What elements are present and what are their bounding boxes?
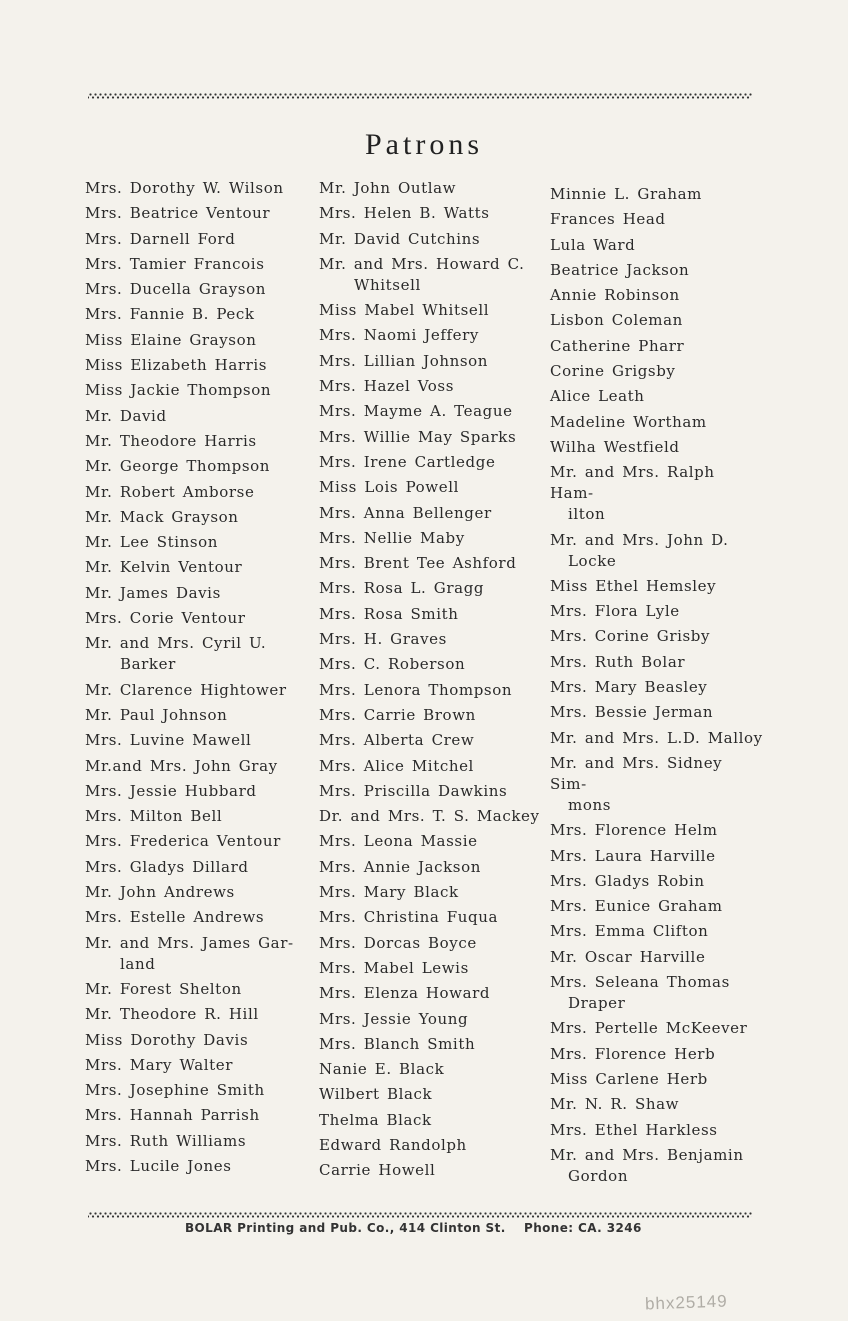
- patron-name: Mrs. Ethel Harkless: [550, 1120, 718, 1139]
- top-dotted-rule: [88, 93, 752, 99]
- patron-name: Miss Elizabeth Harris: [85, 356, 268, 375]
- patron-name: Mrs. Naomi Jeffery: [319, 326, 479, 345]
- patron-name: Mrs. Florence Herb: [550, 1044, 716, 1063]
- patron-name: Mrs. Brent Tee Ashford: [319, 554, 517, 573]
- patron-name: Catherine Pharr: [550, 336, 685, 355]
- patron-name: Mr. George Thompson: [85, 457, 271, 476]
- patron-name: Mr. Clarence Hightower: [85, 680, 287, 699]
- patron-name: Mrs. Leona Massie: [319, 832, 478, 851]
- patron-name: Mrs. Corine Grisby: [550, 627, 711, 646]
- patron-name: Annie Robinson: [550, 286, 680, 305]
- patron-name: Mrs. Frederica Ventour: [85, 832, 281, 851]
- patron-name: Mrs. Luvine Mawell: [85, 731, 252, 750]
- patron-name: Mrs. Beatrice Ventour: [85, 204, 271, 223]
- patron-name: Mr. N. R. Shaw: [550, 1095, 680, 1114]
- patron-name: Mr. Oscar Harville: [550, 947, 706, 966]
- patron-name: Mrs. Helen B. Watts: [319, 204, 490, 223]
- patron-name: Miss Elaine Grayson: [85, 330, 257, 349]
- patron-name: Mr. and Mrs. Howard C. Whitsell: [319, 254, 525, 294]
- patron-name: Mrs. Hannah Parrish: [85, 1106, 260, 1125]
- patron-name: Miss Jackie Thompson: [85, 381, 272, 400]
- patron-name: Mr. Forest Shelton: [85, 979, 242, 998]
- patron-name: Mr. and Mrs. Sidney Sim- mons: [550, 753, 723, 814]
- patron-name: Mr. and Mrs. Benjamin Gordon: [550, 1145, 744, 1185]
- patron-name: Carrie Howell: [319, 1161, 436, 1180]
- patron-name: Mr. John Andrews: [85, 883, 235, 902]
- patron-name: Mrs. H. Graves: [319, 630, 447, 649]
- patron-name: Mrs. Irene Cartledge: [319, 452, 496, 471]
- patron-name: Mrs. Pertelle McKeever: [550, 1019, 748, 1038]
- patron-name: Mr. David Cutchins: [319, 229, 481, 248]
- patron-name: Mr. and Mrs. Ralph Ham- ilton: [550, 463, 715, 524]
- patron-name: Mrs. Mary Beasley: [550, 678, 708, 697]
- patron-name: Frances Head: [550, 210, 666, 229]
- patron-name: Mr. and Mrs. L.D. Malloy: [550, 728, 763, 747]
- archive-stamp: bhx25149: [644, 1291, 728, 1314]
- patron-name: Mrs. Lucile Jones: [85, 1156, 232, 1175]
- patron-name: Mrs. Blanch Smith: [319, 1034, 476, 1053]
- patron-name: Mrs. Rosa L. Gragg: [319, 579, 485, 598]
- patron-name: Alice Leath: [550, 387, 645, 406]
- patron-name: Mr. Lee Stinson: [85, 533, 219, 552]
- patron-name: Mrs. Laura Harville: [550, 846, 716, 865]
- patron-name: Edward Randolph: [319, 1135, 467, 1154]
- patron-name: Nanie E. Black: [319, 1060, 445, 1079]
- patron-name: Mrs. Seleana Thomas Draper: [550, 973, 730, 1013]
- patron-name: Mrs. Ruth Williams: [85, 1131, 247, 1150]
- patron-name: Mrs. Willie May Sparks: [319, 427, 517, 446]
- patron-name: Mrs. Gladys Dillard: [85, 857, 249, 876]
- patron-name: Mrs. Dorcas Boyce: [319, 933, 477, 952]
- patron-name: Miss Carlene Herb: [550, 1069, 708, 1088]
- patron-name: Madeline Wortham: [550, 412, 707, 431]
- patron-name: Mr. Theodore Harris: [85, 431, 257, 450]
- patron-name: Mrs. Carrie Brown: [319, 705, 476, 724]
- patron-name: Thelma Black: [319, 1110, 432, 1129]
- patron-name: Mrs. Jessie Young: [319, 1009, 469, 1028]
- patron-name: Mrs. Elenza Howard: [319, 984, 491, 1003]
- patron-name: Mr. Mack Grayson: [85, 507, 239, 526]
- patron-name: Mr. Robert Amborse: [85, 482, 255, 501]
- patron-name: Mr. and Mrs. John D. Locke: [550, 530, 729, 570]
- patron-name: Miss Ethel Hemsley: [550, 576, 717, 595]
- patron-name: Mr. Kelvin Ventour: [85, 558, 243, 577]
- patron-name: Mrs. Darnell Ford: [85, 229, 236, 248]
- patron-name: Mr. Theodore R. Hill: [85, 1005, 259, 1024]
- patron-column-3: [550, 184, 800, 1191]
- patron-name: Dr. and Mrs. T. S. Mackey: [319, 807, 540, 826]
- patron-name: Mr.and Mrs. John Gray: [85, 756, 278, 775]
- patron-name: Mrs. Lenora Thompson: [319, 680, 513, 699]
- patron-name: Mrs. Fannie B. Peck: [85, 305, 255, 324]
- patron-name: Mrs. Lillian Johnson: [319, 351, 489, 370]
- patron-name: Mrs. Christina Fuqua: [319, 908, 499, 927]
- patron-name: Mrs. Anna Bellenger: [319, 503, 492, 522]
- patron-name: Mr. and Mrs. James Gar- land: [85, 933, 294, 973]
- patron-name: Mrs. Mary Black: [319, 883, 459, 902]
- patron-name: Mr. David: [85, 406, 167, 425]
- patron-name: Mrs. Alice Mitchel: [319, 756, 474, 775]
- bottom-dotted-rule: [88, 1212, 752, 1218]
- printer-footer: BOLAR Printing and Pub. Co., 414 Clinton St. Phone: CA. 3246: [185, 1221, 642, 1235]
- patron-name: Mrs. Jessie Hubbard: [85, 781, 257, 800]
- patron-name: Miss Dorothy Davis: [85, 1030, 249, 1049]
- patron-name: Beatrice Jackson: [550, 260, 690, 279]
- patron-name: Mrs. Hazel Voss: [319, 377, 455, 396]
- patron-name: Mrs. Emma Clifton: [550, 922, 709, 941]
- patron-name: Mrs. Dorothy W. Wilson: [85, 179, 284, 197]
- patron-name: Lisbon Coleman: [550, 311, 683, 330]
- patron-name: Mrs. Estelle Andrews: [85, 908, 265, 927]
- page-title: Patrons: [365, 128, 483, 161]
- patron-name: Mrs. Alberta Crew: [319, 731, 475, 750]
- patron-name: Mrs. Mayme A. Teague: [319, 402, 513, 421]
- patron-name: Mrs. Florence Helm: [550, 821, 718, 840]
- patron-name: Mrs. Gladys Robin: [550, 871, 705, 890]
- patron-name: Corine Grigsby: [550, 362, 676, 381]
- patron-name: Mrs. Annie Jackson: [319, 857, 481, 876]
- patron-name: Lula Ward: [550, 235, 636, 254]
- patron-name: Minnie L. Graham: [550, 185, 702, 203]
- patron-name: Mrs. Josephine Smith: [85, 1081, 265, 1100]
- patron-name: Mrs. Nellie Maby: [319, 528, 465, 547]
- patron-name: Mrs. Eunice Graham: [550, 897, 723, 916]
- patron-name: Mrs. Rosa Smith: [319, 604, 459, 623]
- patron-name: Mrs. Bessie Jerman: [550, 703, 714, 722]
- patron-name: Wilbert Black: [319, 1085, 433, 1104]
- patron-name: Wilha Westfield: [550, 437, 680, 456]
- patron-name: Mr. John Outlaw: [319, 179, 457, 197]
- patron-column-2: [319, 178, 569, 1186]
- patron-name: Mr. James Davis: [85, 583, 221, 602]
- patron-name: Mrs. Tamier Francois: [85, 254, 265, 273]
- patron-name: Mrs. Ruth Bolar: [550, 652, 686, 671]
- patron-name: Miss Lois Powell: [319, 478, 460, 497]
- patron-name: Mr. Paul Johnson: [85, 705, 228, 724]
- patron-name: Mrs. C. Roberson: [319, 655, 466, 674]
- patron-column-1: [85, 178, 335, 1181]
- patron-name: Mrs. Corie Ventour: [85, 609, 246, 628]
- patron-name: Mr. and Mrs. Cyril U. Barker: [85, 634, 267, 674]
- patron-name: Mrs. Milton Bell: [85, 807, 223, 826]
- patron-name: Mrs. Ducella Grayson: [85, 280, 266, 299]
- patron-name: Mrs. Flora Lyle: [550, 602, 680, 621]
- patron-name: Mrs. Mary Walter: [85, 1055, 234, 1074]
- patron-name: Mrs. Mabel Lewis: [319, 958, 469, 977]
- patron-name: Mrs. Priscilla Dawkins: [319, 781, 508, 800]
- patron-name: Miss Mabel Whitsell: [319, 301, 490, 320]
